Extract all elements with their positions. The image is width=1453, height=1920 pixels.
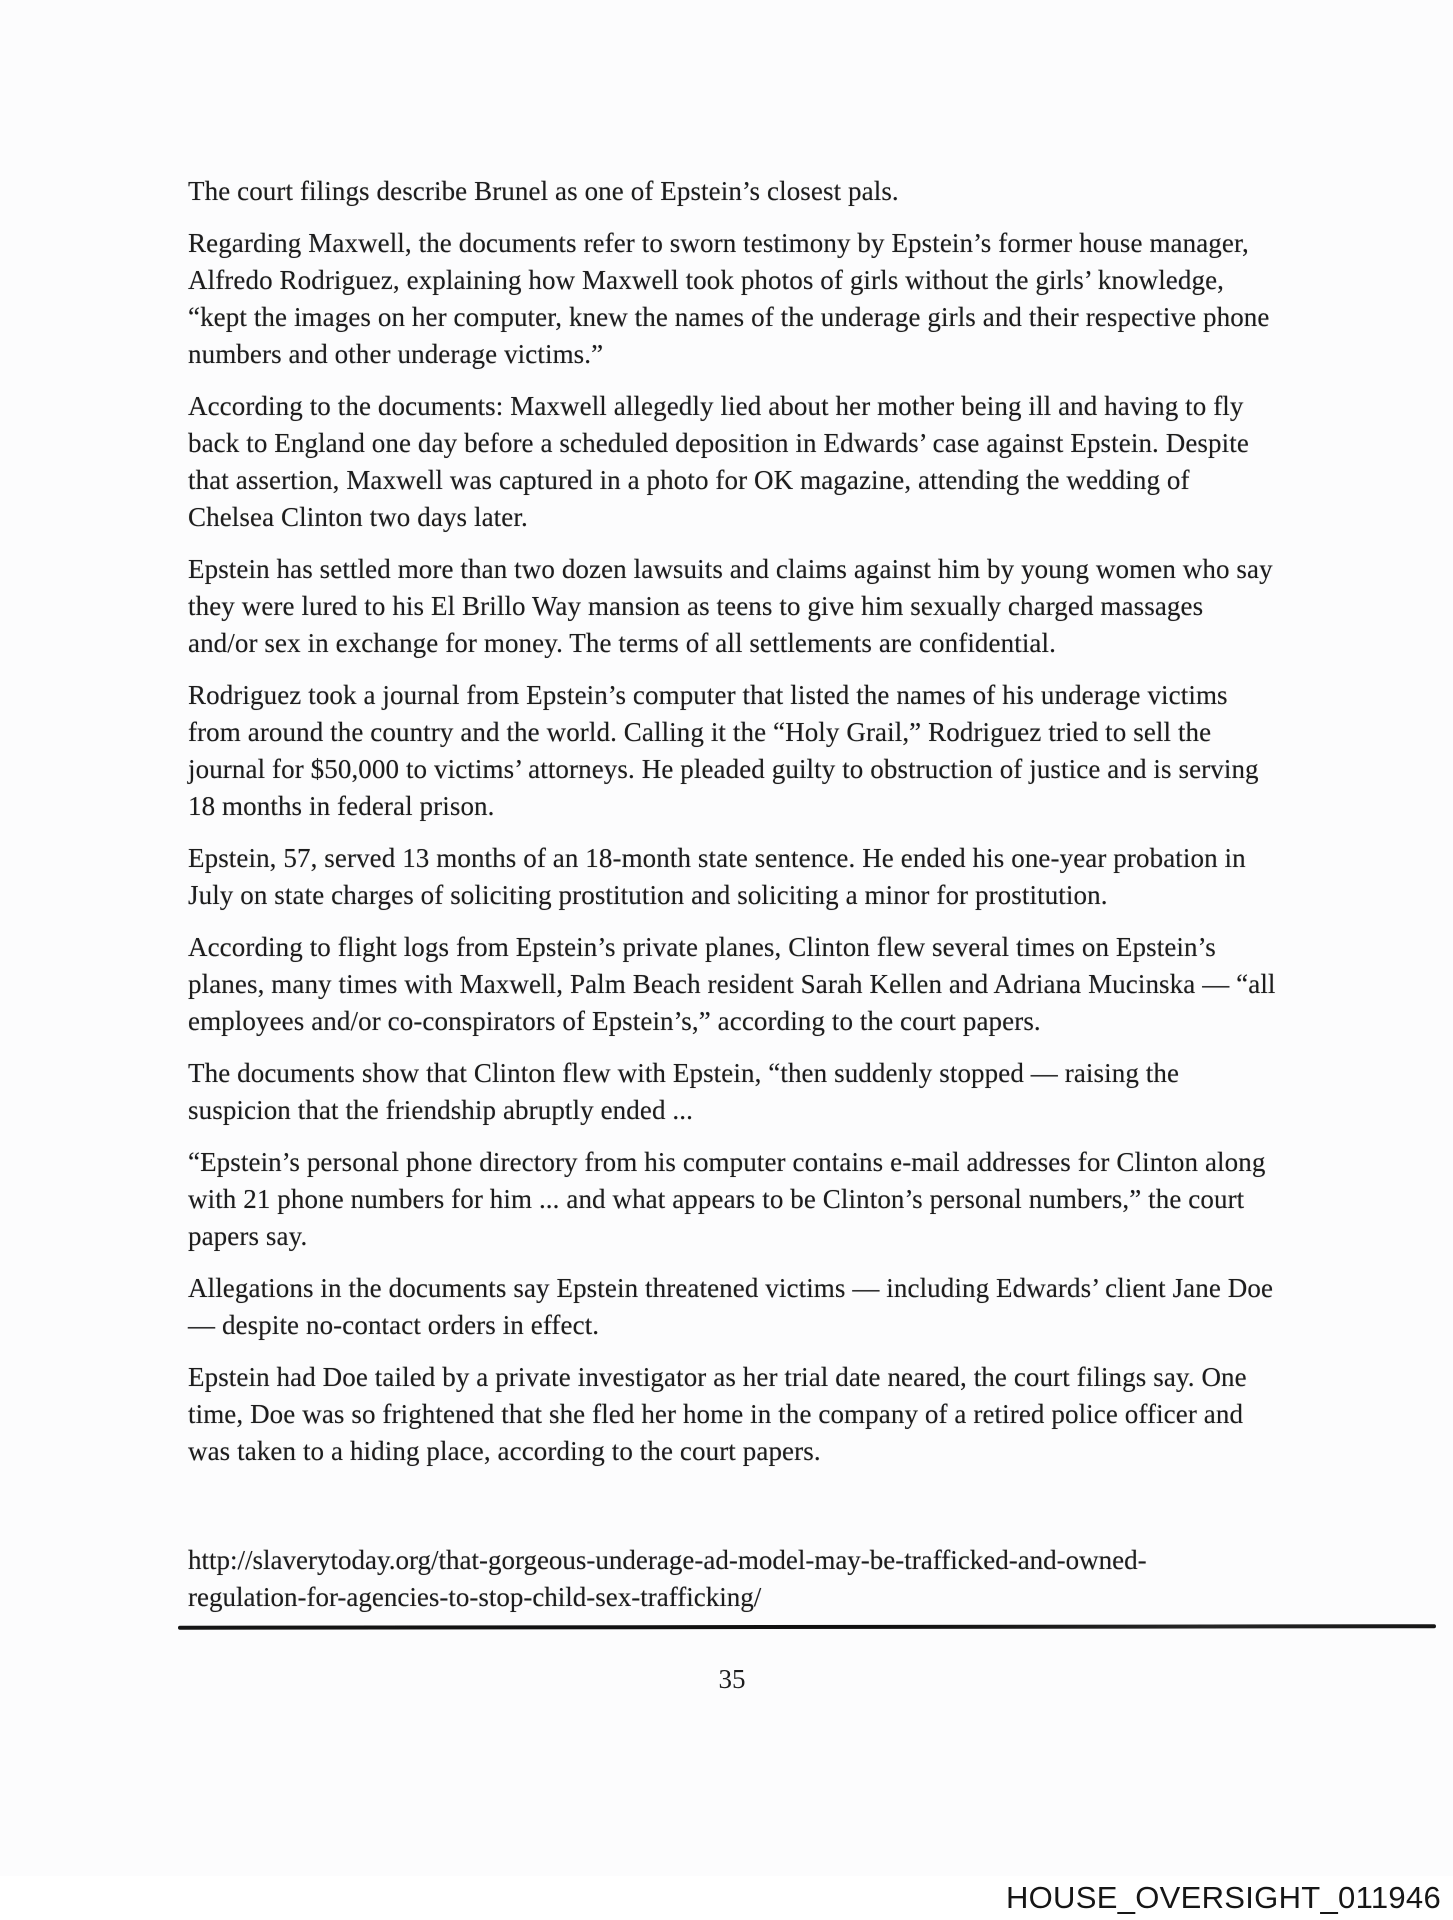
paragraph: Rodriguez took a journal from Epstein’s computer that listed the names of his underage victims from around the country and the world. Calling it the “Holy Grail,” Rodriguez tried to sell the journal for $50,000 to victims’ attorneys. He pleaded guilty to obstruction of justice and is serving 18 months in federal prison. [188,680,1259,821]
hand-drawn-underline-rule [178,1624,1436,1630]
source-url [188,1542,1276,1616]
paragraph: The documents show that Clinton flew with Epstein, “then suddenly stopped — raising the suspicion that the friendship abruptly ended ... [188,1058,1180,1125]
paragraph: According to flight logs from Epstein’s private planes, Clinton flew several times on Epstein’s planes, many times with Maxwell, Palm Beach resident Sarah Kellen and Adriana Mucinska — “all employees and/or co-conspirators of Epstein’s,” according to the court papers. [188,932,1276,1036]
source-url-line-2: regulation-for-agencies-to-stop-child-sex-trafficking/ [188,1582,762,1612]
paragraph: According to the documents: Maxwell allegedly lied about her mother being ill and having to fly back to England one day before a scheduled deposition in Edwards’ case against Epstein. Despite that assertion, Maxwell was captured in a photo for OK magazine, attending the wedding of Chelsea Clinton two days later. [188,391,1249,532]
paragraph: The court filings describe Brunel as one of Epstein’s closest pals. [188,176,899,206]
page-number: 35 [718,1664,746,1694]
bates-stamp: HOUSE_OVERSIGHT_011946 [1005,1880,1441,1915]
document-body [188,173,1276,1698]
paragraph: Epstein, 57, served 13 months of an 18-month state sentence. He ended his one-year probation in July on state charges of soliciting prostitution and soliciting a minor for prostitution. [188,843,1246,910]
paragraph: “Epstein’s personal phone directory from his computer contains e-mail addresses for Clinton along with 21 phone numbers for him ... and what appears to be Clinton’s personal numbers,” the court papers say. [188,1147,1266,1251]
paragraph: Epstein has settled more than two dozen lawsuits and claims against him by young women who say they were lured to his El Brillo Way mansion as teens to give him sexually charged massages and/or sex in exchange for money. The terms of all settlements are confidential. [188,554,1273,658]
source-url-line-1: http://slaverytoday.org/that-gorgeous-underage-ad-model-may-be-trafficked-and-owned- [188,1545,1147,1575]
paragraph: Epstein had Doe tailed by a private investigator as her trial date neared, the court filings say. One time, Doe was so frightened that she fled her home in the company of a retired police officer and was taken to a hiding place, according to the court papers. [188,1362,1247,1466]
paragraph: Regarding Maxwell, the documents refer to sworn testimony by Epstein’s former house manager, Alfredo Rodriguez, explaining how Maxwell took photos of girls without the girls’ knowledge, “kept the images on her computer, knew the names of the underage girls and their respective phone numbers and other underage victims.” [188,228,1270,369]
paragraph: Allegations in the documents say Epstein threatened victims — including Edwards’ client Jane Doe — despite no-contact orders in effect. [188,1273,1274,1340]
